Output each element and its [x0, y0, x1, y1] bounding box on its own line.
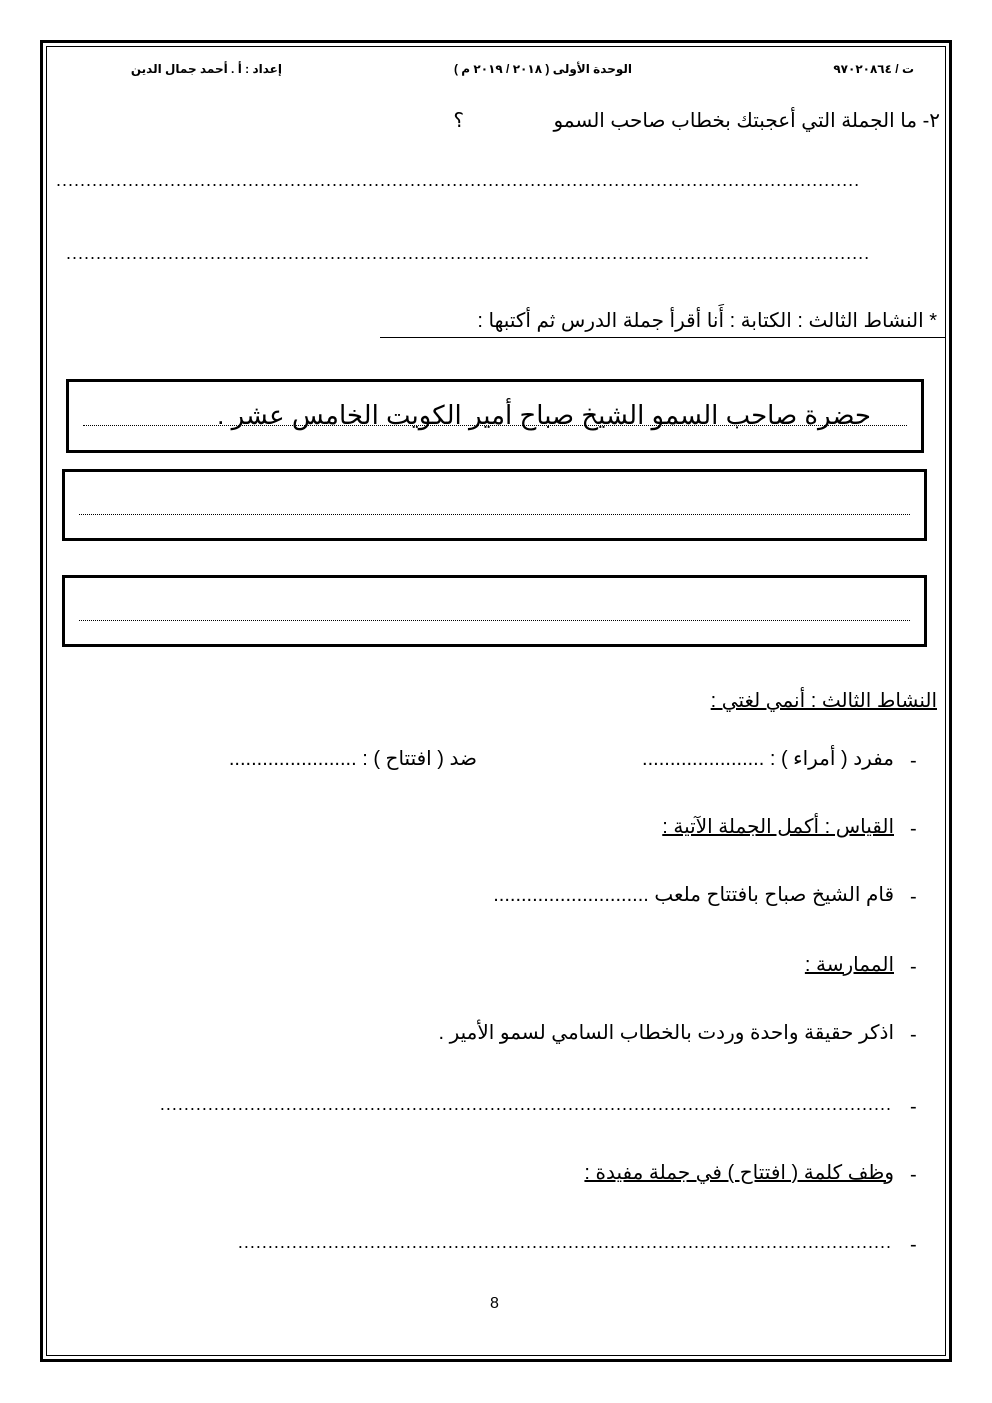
bullet-5: -	[910, 1024, 917, 1046]
bullet-8: -	[910, 1234, 917, 1256]
opposite-question: ضد ( افتتاح ) : .......................	[228, 748, 477, 770]
answer-line-1[interactable]: ......................................................................................................................................	[56, 170, 861, 190]
bullet-6: -	[910, 1096, 917, 1118]
singular-question: مفرد ( أمراء ) : ......................	[642, 748, 894, 770]
practice-answer-line[interactable]: ..........................................................................................................................	[159, 1094, 892, 1114]
model-sentence: حضرة صاحب السمو الشيخ صباح أمير الكويت الخامس عشر .	[217, 400, 871, 430]
bullet-2: -	[910, 818, 917, 840]
bullet-7: -	[910, 1164, 917, 1186]
question-2-mark: ؟	[453, 110, 464, 132]
qiyas-title: القياس : أكمل الجملة الآتية :	[662, 816, 894, 838]
qiyas-sentence: قام الشيخ صباح بافتتاح ملعب ............................	[493, 884, 894, 906]
writing-title-underline	[380, 337, 945, 338]
header-author: إعداد : أ . أحمد جمال الدين	[130, 62, 282, 76]
employ-title: وظف كلمة ( افتتاح ) في جملة مفيدة :	[584, 1162, 894, 1184]
bullet-1: -	[910, 750, 917, 772]
bullet-3: -	[910, 886, 917, 908]
practice-title: الممارسة :	[804, 954, 894, 976]
header-unit: الوحدة الأولى ( ٢٠١٨ / ٢٠١٩ م )	[453, 62, 632, 76]
header-phone: ت / ٩٧٠٢٠٨٦٤	[833, 62, 914, 76]
employ-answer-line[interactable]: .............................................................................................................	[237, 1232, 892, 1252]
bullet-4: -	[910, 956, 917, 978]
answer-line-2[interactable]: ......................................................................................................................................	[66, 243, 871, 263]
writing-dotted-line-1	[79, 514, 910, 515]
sentence-model-box	[66, 379, 924, 453]
writing-activity-title: * النشاط الثالث : الكتابة : أَنا أقرأ جملة الدرس ثم أكتبها :	[477, 310, 937, 332]
writing-dotted-line-2	[79, 620, 910, 621]
writing-box-1[interactable]	[62, 469, 927, 541]
writing-box-2[interactable]	[62, 575, 927, 647]
language-activity-title: النشاط الثالث : أنمي لغتي :	[710, 690, 937, 712]
question-2-text: ٢- ما الجملة التي أعجبتك بخطاب صاحب السمو	[553, 110, 940, 132]
practice-question: اذكر حقيقة واحدة وردت بالخطاب السامي لسمو الأمير .	[438, 1022, 894, 1044]
page-number: 8	[490, 1295, 499, 1312]
